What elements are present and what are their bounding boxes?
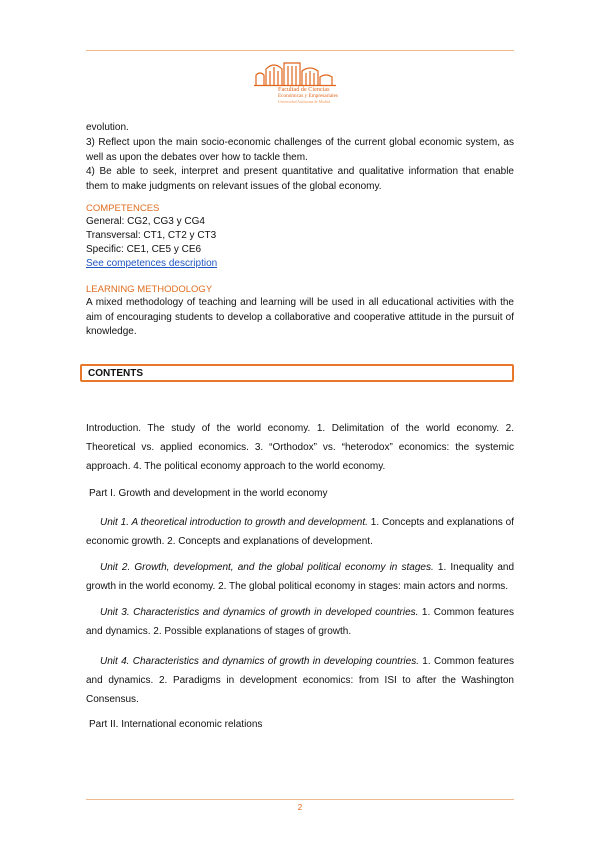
unit-description: 1. Concepts and explanations of economic growth. 2. Concepts and explanations of development. <box>86 517 514 547</box>
contents-heading-box <box>80 364 514 382</box>
contents-heading: CONTENTS <box>88 368 143 379</box>
unit-title: Unit 1. A theoretical introduction to growth and development. <box>100 517 368 528</box>
contents-part-1: Part I. Growth and development in the world economy <box>89 488 328 499</box>
faculty-building-logo-icon <box>254 59 338 87</box>
logo-text-line-3: Universidad Autónoma de Madrid <box>278 100 330 104</box>
logo-text-line-1: Facultad de Ciencias <box>278 86 330 93</box>
unit-title: Unit 2. Growth, development, and the global political economy in stages. <box>100 562 434 573</box>
contents-unit <box>86 513 514 551</box>
methodology-heading: LEARNING METHODOLOGY <box>86 284 213 295</box>
contents-part-2: Part II. International economic relations <box>89 719 263 730</box>
competences-description-link[interactable]: See competences description <box>86 258 218 269</box>
logo-text-line-2: Económicas y Empresariales <box>278 93 338 99</box>
contents-unit <box>86 652 514 709</box>
objective-continuation: evolution. <box>86 122 129 133</box>
faculty-logo <box>254 59 338 111</box>
page-number: 2 <box>297 803 303 812</box>
contents-unit <box>86 558 514 596</box>
unit-description: 1. Common features and dynamics. 2. Paradigms in development economics: from ISI to after the Washington Consensus. <box>86 656 515 705</box>
competences-general: General: CG2, CG3 y CG4 <box>86 216 205 227</box>
unit-title: Unit 4. Characteristics and dynamics of growth in developing countries. <box>100 656 419 667</box>
competences-heading: COMPETENCES <box>86 203 160 214</box>
methodology-text: A mixed methodology of teaching and learning will be used in all educational activities with the aim of encouraging students to develop a collaborative and cooperative attitude in the pursuit of knowledge. <box>86 297 514 337</box>
footer-rule <box>86 799 514 800</box>
objective-item-4: 4) Be able to seek, interpret and present quantitative and qualitative information that enable them to make judgments on relevant issues of the global economy. <box>86 166 514 192</box>
contents-introduction: Introduction. The study of the world economy. 1. Delimitation of the world economy. 2. Theoretical vs. applied economics. 3. “Orthodox” vs. “heterodox” economics: the systemic approach. 4. The political economy approach to the world economy. <box>86 423 514 472</box>
competences-specific: Specific: CE1, CE5 y CE6 <box>86 244 202 255</box>
header-rule <box>86 50 514 51</box>
unit-description: 1. Common features and dynamics. 2. Possible explanations of stages of growth. <box>86 607 514 637</box>
unit-title: Unit 3. Characteristics and dynamics of growth in developed countries. <box>100 607 419 618</box>
contents-unit <box>86 603 514 641</box>
competences-transversal: Transversal: CT1, CT2 y CT3 <box>86 230 217 241</box>
objective-item-3: 3) Reflect upon the main socio-economic challenges of the current global economic system, as well as upon the debates over how to tackle them. <box>86 137 514 163</box>
unit-description: 1. Inequality and growth in the world economy. 2. The global political economy in stages: main actors and norms. <box>86 562 515 592</box>
